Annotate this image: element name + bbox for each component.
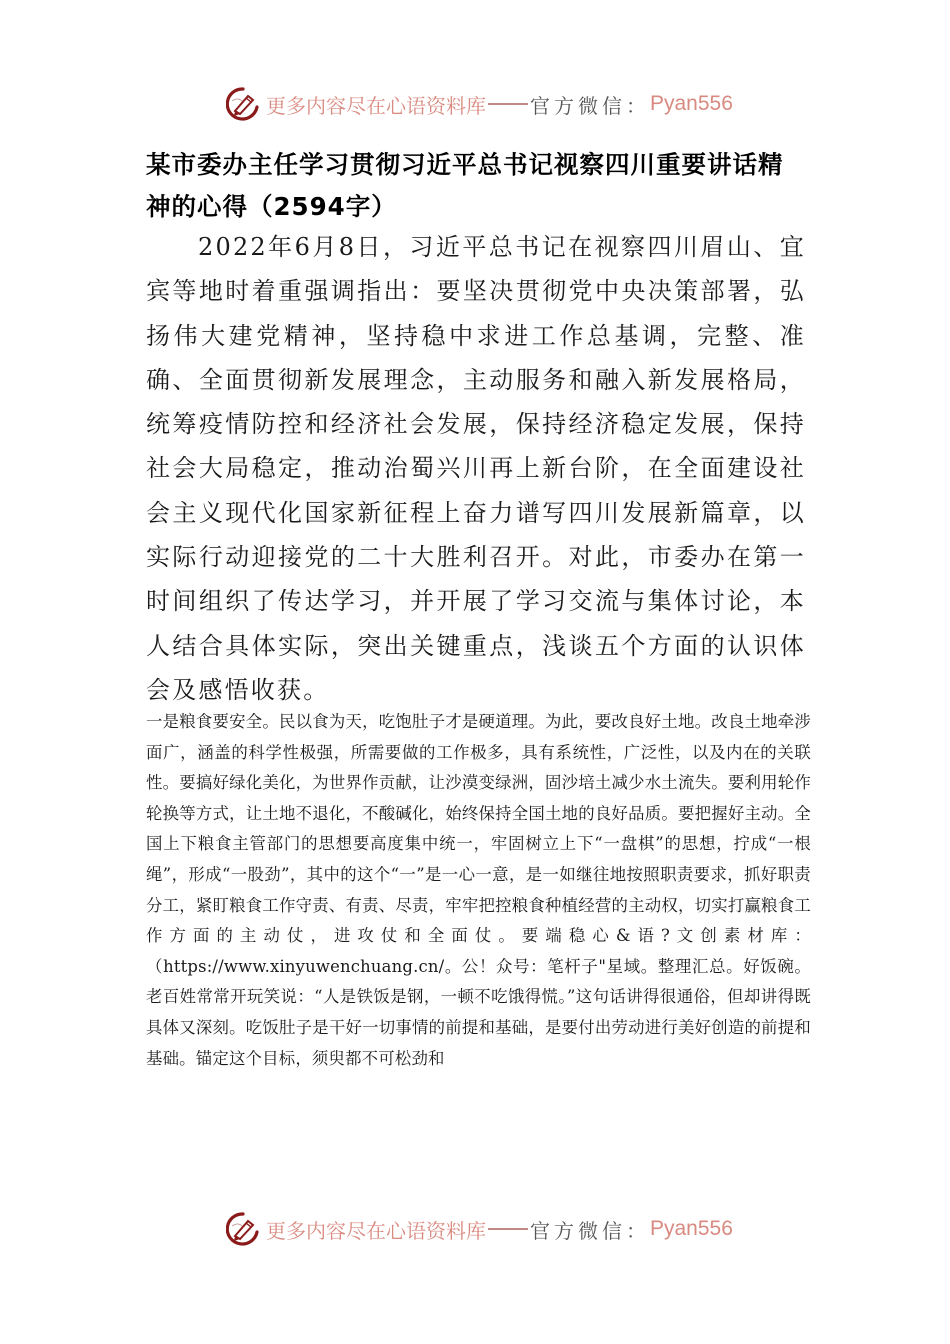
document-title: 某市委办主任学习贯彻习近平总书记视察四川重要讲话精神的心得（2594字） bbox=[146, 150, 784, 221]
footer-watermark-banner bbox=[226, 1209, 733, 1249]
separator-dash bbox=[488, 1228, 528, 1230]
promo-text: 更多内容尽在心语资料库 bbox=[266, 1218, 486, 1243]
separator-dash bbox=[488, 103, 528, 105]
header-watermark-banner bbox=[226, 84, 733, 124]
official-wechat-label: 官方微信： bbox=[530, 1218, 650, 1243]
wechat-id: Pyan556 bbox=[650, 92, 733, 115]
promo-text: 更多内容尽在心语资料库 bbox=[266, 93, 486, 118]
quill-pen-circle-icon bbox=[226, 1212, 260, 1246]
quill-pen-circle-icon bbox=[226, 87, 260, 121]
official-wechat-label: 官方微信： bbox=[530, 93, 650, 118]
body-paragraph: 一是粮食要安全。民以食为天，吃饱肚子才是硬道理。为此，要改良好土地。改良土地牵涉面广，涵盖的科学性极强，所需要做的工作极多，具有系统性，广泛性，以及内在的关联性。要搞好绿化美化，为世界作贡献，让沙漠变绿洲，固沙培土减少水土流失。要利用轮作轮换等方式，让土地不退化，不酸碱化，始终保持全国土地的良好品质。要把握好主动。全国上下粮食主管部门的思想要高度集中统一，牢固树立上下“一盘棋”的思想，拧成“一根绳”，形成“一股劲”，其中的这个“一”是一心一意，是一如继往地按照职责要求，抓好职责分工，紧盯粮食工作守责、有责、尽责，牢牢把控粮食种植经营的主动权，切实打赢粮食工作方面的主动仗，进攻仗和全面仗。要端稳心&语?文创素材库：（https://www.xinyuwenchuang.cn/。公！众号：笔杆子"星域。整理汇总。好饭碗。老百姓常常开玩笑说：“人是铁饭是钢，一顿不吃饿得慌。”这句话讲得很通俗，但却讲得既具体又深刻。吃饭肚子是干好一切事情的前提和基础，是要付出劳动进行美好创造的前提和基础。锚定这个目标，须臾都不可松劲和 bbox=[146, 712, 811, 1068]
intro-paragraph: 2022年6月8日，习近平总书记在视察四川眉山、宜宾等地时着重强调指出：要坚决贯彻党中央决策部署，弘扬伟大建党精神，坚持稳中求进工作总基调，完整、准确、全面贯彻新发展理念，主动服务和融入新发展格局，统筹疫情防控和经济社会发展，保持经济稳定发展，保持社会大局稳定，推动治蜀兴川再上新台阶，在全面建设社会主义现代化国家新征程上奋力谱写四川发展新篇章，以实际行动迎接党的二十大胜利召开。对此，市委办在第一时间组织了传达学习，并开展了学习交流与集体讨论，本人结合具体实际，突出关键重点，浅谈五个方面的认识体会及感悟收获。 bbox=[146, 233, 806, 704]
wechat-id: Pyan556 bbox=[650, 1217, 733, 1240]
